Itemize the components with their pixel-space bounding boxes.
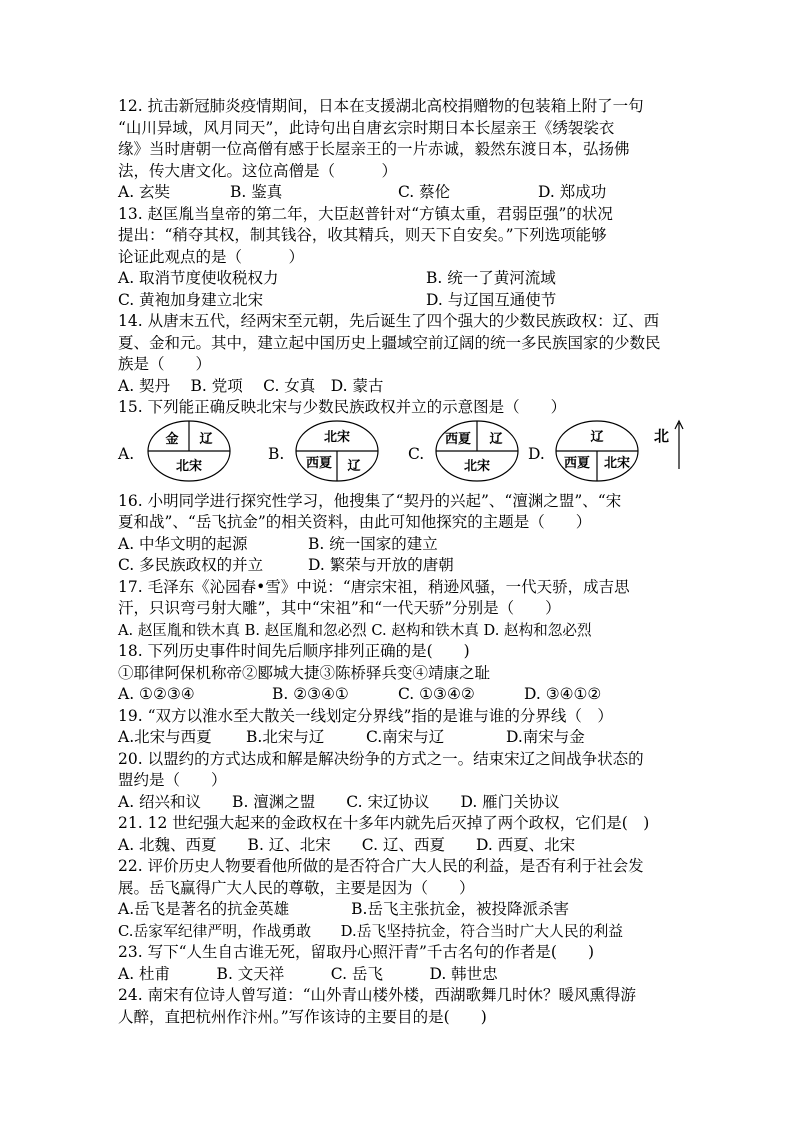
diagram-c <box>434 419 520 483</box>
q24-line-1: 24. 南宋有位诗人曾写道：“山外青山楼外楼，西湖歌舞几时休？暖风熏得游 <box>118 986 637 1004</box>
option: D. 繁荣与开放的唐朝 <box>308 556 454 574</box>
diagram-label-a: A. <box>118 444 135 463</box>
q19-options <box>118 727 678 749</box>
q14-line-3: 族是（ ） <box>118 355 212 373</box>
option: B. 鉴真 <box>230 183 283 201</box>
q21-options: A. 北魏、西夏 B. 辽、北宋 C. 辽、西夏 D. 西夏、北宋 <box>118 835 576 854</box>
q18-line-2: ①耶律阿保机称帝②郾城大捷③陈桥驿兵变④靖康之耻 <box>118 663 491 682</box>
label-beisong: 北宋 <box>463 458 491 474</box>
option: C.南宋与辽 <box>366 728 445 746</box>
label-beisong: 北宋 <box>323 429 351 445</box>
label-xixia: 西夏 <box>444 431 472 447</box>
q14-options: A. 契丹 B. 党项 C. 女真 D. 蒙古 <box>118 376 384 395</box>
q12-line-1: 12. 抗击新冠肺炎疫情期间，日本在支援湖北高校捐赠物的包装箱上附了一句 <box>118 97 644 115</box>
q18-options <box>118 684 678 706</box>
q12-line-4: 法，传大唐文化。这位高僧是（ ） <box>118 161 398 180</box>
option: D.南宋与金 <box>506 728 585 746</box>
label-liao: 辽 <box>590 429 604 445</box>
q22-options-1: A.岳飞是著名的抗金英雄 B.岳飞主张抗金，被投降派杀害 <box>118 900 569 918</box>
diagram-label-d: D. <box>528 444 545 463</box>
q12-line-2: “山川异域，风月同天”，此诗句出自唐玄宗时期日本长屋亲王《绣袈裟衣 <box>118 118 615 137</box>
q15-diagrams <box>118 419 678 491</box>
diagram-b <box>294 419 380 483</box>
q13-line-1: 13. 赵匡胤当皇帝的第二年，大臣赵普针对“方镇太重，君弱臣强”的状况 <box>118 204 613 223</box>
q16-options-2 <box>118 555 678 577</box>
q13-options-1 <box>118 268 678 290</box>
q16-line-1: 16. 小明同学进行探究性学习，他搜集了“契丹的兴起”、“澶渊之盟”、“宋 <box>118 491 622 510</box>
label-xixia: 西夏 <box>305 455 333 471</box>
label-jin: 金 <box>165 431 179 447</box>
q22-line-2: 展。岳飞赢得广大人民的尊敬，主要是因为（ ） <box>118 878 475 897</box>
option: A.北宋与西夏 <box>118 728 212 746</box>
q13-line-3: 论证此观点的是（ ） <box>118 247 305 266</box>
option: A. 玄奘 <box>118 183 171 201</box>
q21-line-1: 21. 12 世纪强大起来的金政权在十多年内就先后灭掉了两个政权，它们是( ) <box>118 814 650 832</box>
option: B.北宋与辽 <box>246 728 325 746</box>
option: C. 黄袍加身建立北宋 <box>118 290 264 309</box>
q14-line-1: 14. 从唐末五代，经两宋至元朝，先后诞生了四个强大的少数民族政权：辽、西 <box>118 312 660 330</box>
q24-line-2: 人醉，直把杭州作汴州。”写作该诗的主要目的是( ) <box>118 1007 487 1026</box>
q15-line-1: 15. 下列能正确反映北宋与少数民族政权并立的示意图是（ ） <box>118 398 567 416</box>
q13-line-2: 提出：“稍夺其权，制其钱谷，收其精兵，则天下自安矣。”下列选项能够 <box>118 226 607 244</box>
q17-options: A. 赵匡胤和铁木真 B. 赵匡胤和忽必烈 C. 赵构和铁木真 D. 赵构和忽必烈 <box>118 621 592 639</box>
q12-options <box>118 182 678 204</box>
q23-options: A. 杜甫 B. 文天祥 C. 岳飞 D. 韩世忠 <box>118 964 498 983</box>
option: D. ③④①② <box>524 685 602 703</box>
north-label: 北 <box>654 426 670 445</box>
option: A. ①②③④ <box>118 685 195 703</box>
option: B. 统一了黄河流域 <box>426 269 556 287</box>
label-liao: 辽 <box>347 458 361 474</box>
q20-options: A. 绍兴和议 B. 澶渊之盟 C. 宋辽协议 D. 雁门关协议 <box>118 792 560 811</box>
label-xixia: 西夏 <box>563 455 591 471</box>
option: D. 与辽国互通使节 <box>426 290 557 309</box>
option: D. 郑成功 <box>538 183 607 201</box>
q12-line-3: 缘》当时唐朝一位高僧有感于长屋亲王的一片赤诚，毅然东渡日本，弘扬佛 <box>118 140 630 158</box>
option: B. 统一国家的建立 <box>308 534 438 553</box>
q17-line-1: 17. 毛泽东《沁园春•雪》中说：“唐宗宋祖，稍逊风骚，一代天骄，成吉思 <box>118 577 630 596</box>
q17-line-2: 汗，只识弯弓射大雕”，其中“宋祖”和“一代天骄”分别是（ ） <box>118 599 561 617</box>
diagram-label-c: C. <box>408 444 425 463</box>
option: C. ①③④② <box>398 685 475 703</box>
option: A. 取消节度使收税权力 <box>118 269 279 287</box>
diagram-label-b: B. <box>268 444 285 463</box>
north-arrow-icon <box>674 419 684 471</box>
q16-line-2: 夏和战”、“岳飞抗金”的相关资料，由此可知他探究的主题是（ ） <box>118 513 592 531</box>
label-beisong: 北宋 <box>603 455 631 471</box>
option: A. 中华文明的起源 <box>118 534 248 553</box>
label-liao: 辽 <box>199 431 213 447</box>
q19-line-1: 19. “双方以淮水至大散关一线划定分界线”指的是谁与谁的分界线（ ） <box>118 706 613 725</box>
option: C. 蔡伦 <box>398 183 451 201</box>
q18-line-1: 18. 下列历史事件时间先后顺序排列正确的是( ) <box>118 642 470 660</box>
label-beisong: 北宋 <box>175 458 203 474</box>
q13-options-2 <box>118 290 678 312</box>
diagram-d <box>554 419 640 483</box>
q20-line-1: 20. 以盟约的方式达成和解是解决纷争的方式之一。结束宋辽之间战争状态的 <box>118 749 644 768</box>
option: C. 多民族政权的并立 <box>118 556 264 574</box>
q23-line-1: 23. 写下“人生自古谁无死，留取丹心照汗青”千古名句的作者是( ) <box>118 943 595 961</box>
q22-line-1: 22. 评价历史人物要看他所做的是否符合广大人民的利益，是否有利于社会发 <box>118 857 644 875</box>
diagram-a <box>146 419 232 483</box>
label-liao: 辽 <box>489 431 503 447</box>
option: B. ②③④① <box>272 685 349 703</box>
exam-page <box>118 96 678 1028</box>
q14-line-2: 夏、金和元。其中，建立起中国历史上疆域空前辽阔的统一多民族国家的少数民 <box>118 333 661 352</box>
q16-options-1 <box>118 534 678 556</box>
q20-line-2: 盟约是（ ） <box>118 771 227 789</box>
q22-options-2: C.岳家军纪律严明，作战勇敢 D.岳飞坚持抗金，符合当时广大人民的利益 <box>118 922 624 940</box>
